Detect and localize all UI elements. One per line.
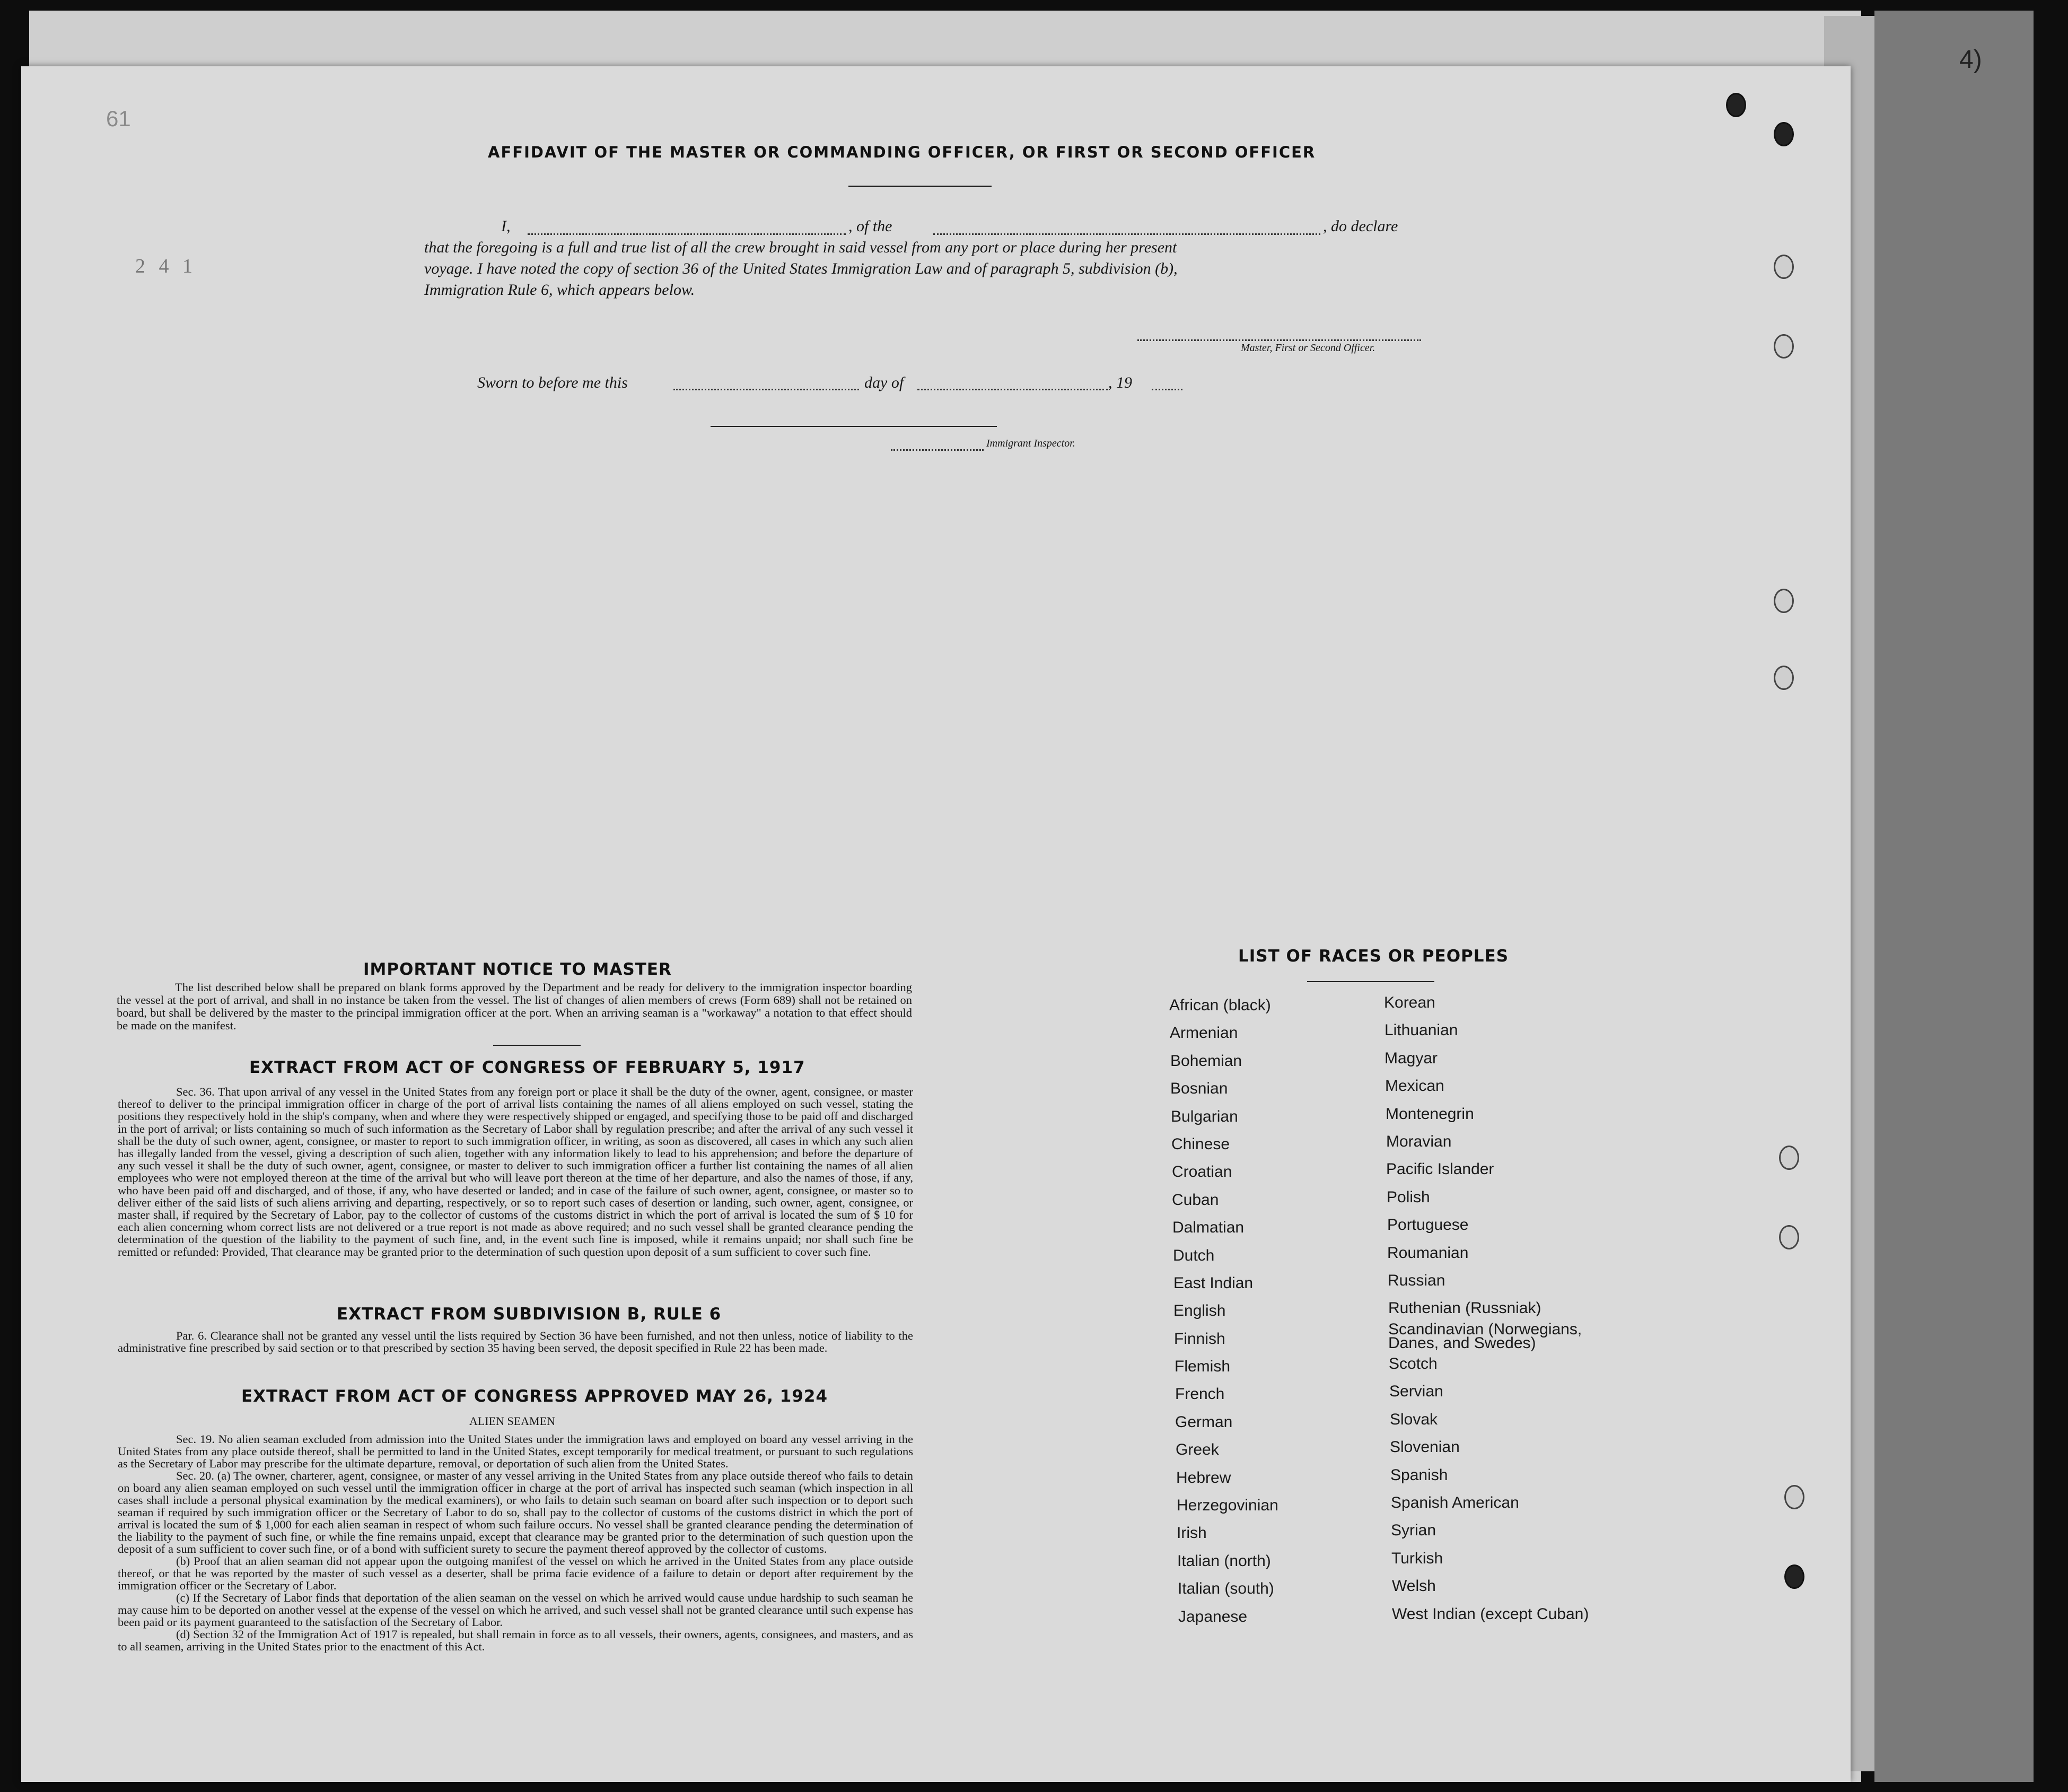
race-item: French [1175, 1385, 1225, 1403]
affidavit-line3: voyage. I have noted the copy of section 36 of the United States Immigration Law and of paragraph 5, subdivision (b), [424, 260, 1178, 277]
page-number: 61 [106, 106, 131, 131]
race-item: Slovak [1390, 1410, 1438, 1428]
punch-hole [1779, 1225, 1799, 1249]
race-item: English [1173, 1302, 1226, 1320]
race-item: African (black) [1169, 996, 1271, 1014]
race-item: Scandinavian (Norwegians, Danes, and Swedes) [1388, 1320, 1582, 1352]
race-item: Slovenian [1390, 1438, 1460, 1456]
punch-hole [1779, 1146, 1799, 1170]
master-signature-line [1137, 339, 1421, 341]
race-item: Dalmatian [1172, 1219, 1245, 1237]
extract-1924-subtitle: ALIEN SEAMEN [469, 1414, 555, 1428]
race-item: Scotch [1389, 1355, 1438, 1373]
affidavit-line4: Immigration Rule 6, which appears below. [424, 281, 695, 299]
side-mark: 2 4 1 [135, 255, 197, 277]
race-item: Korean [1384, 994, 1435, 1011]
race-item: East Indian [1173, 1274, 1254, 1292]
race-item: West Indian (except Cuban) [1392, 1605, 1589, 1623]
race-item: German [1175, 1413, 1233, 1431]
extract-1924-title: EXTRACT FROM ACT OF CONGRESS APPROVED MAY 26, 1924 [241, 1387, 828, 1406]
sworn-month-blank [917, 389, 1108, 390]
race-item: Japanese [1178, 1607, 1248, 1625]
extract-1917-text: Sec. 36. That upon arrival of any vessel in the United States from any foreign port or place it shall be the duty of the owner, agent, consignee, or master thereof to deliver to the principal immigration officer in charge of the port of arrival lists containing the names of all aliens employed on such vessel, stating the positions they respectively hold in the ship's company, when and where they were respectively shipped or engaged, and specifying those to be paid off and discharged in the port of arrival; or lists containing so much of such information as the Secretary of Labor shall by regulation prescribe; and after the arrival of any such vessel it shall be the duty of such owner, agent, consignee, or master to report to such immigration officer, in writing, as soon as discovered, all cases in which any such alien has illegally landed from the vessel, giving a description of such alien, together with any information likely to lead to his apprehension; and before the departure of any such vessel it shall be the duty of such owner, agent, consignee, or master to deliver to such immigration officer a further list containing the names of all alien employees who were not employed thereon at the time of the arrival but who will leave port thereon at the time of her departure, and also the names of those, if any, who have been paid off and discharged, and of those, if any, who have deserted or landed; and in case of the failure of such owner, agent, consignee, or master so to deliver either of the said lists of such aliens arriving and departing, respectively, or so to report such cases of desertion or landing, such owner, agent, consignee, or master shall, if required by the Secretary of Labor, pay to the collector of customs of the customs district in which the port of arrival is located the sum of $ 10 for each alien concerning whom correct lists are not delivered or a true report is not made as above required; and no such vessel shall be granted clearance pending the determination of the question of the liability to the payment of such fine, and, in the event such fine is imposed, while it remains unpaid; nor shall such fine be remitted or refunded: Provided, That clearance may be granted prior to the determination of such question upon deposit of a sum sufficient to cover such fine. [118, 1085, 913, 1258]
race-item: Russian [1388, 1271, 1445, 1289]
race-item: Greek [1176, 1441, 1219, 1459]
races-title: LIST OF RACES OR PEOPLES [1238, 947, 1509, 966]
race-item: Irish [1177, 1524, 1207, 1542]
sec-20a-text: Sec. 20. (a) The owner, charterer, agent, consignee, or master of any vessel arriving in the United States from any place outside thereof who fails to detain on board any alien seaman employed on such vessel until the immigration officer in charge at the port of arrival has inspected such seaman (which inspection in all cases shall include a personal physical examination by the medical examiners), or who fails to detain such seaman on board after such inspection or to deport such seaman if required by such immigration officer or the Secretary of Labor to do so, shall pay to the collector of customs of the customs district in which the port of arrival is located the sum of $ 1,000 for each alien seaman in respect of whom such failure occurs. No vessel shall be granted clearance pending the determination of the liability to the payment of such fine, or while the fine remains unpaid, except that clearance may be granted prior to the determination of such question upon the deposit of a sum sufficient to cover such fine, or of a bond with sufficient surety to secure the payment thereof approved by the collector of customs. [118, 1469, 913, 1555]
punch-hole [1726, 93, 1746, 117]
inspector-signature-line [711, 426, 997, 427]
punch-hole [1774, 334, 1794, 359]
punch-hole [1774, 589, 1794, 613]
race-item: Welsh [1392, 1577, 1436, 1595]
race-item: Chinese [1171, 1135, 1230, 1153]
year-text: , 19 [1108, 374, 1132, 391]
sworn-text: Sworn to before me this [477, 374, 628, 391]
race-item: Polish [1387, 1188, 1430, 1206]
race-item: Ruthenian (Russniak) [1388, 1299, 1541, 1317]
race-item: Bosnian [1170, 1080, 1228, 1098]
notice-text: The list described below shall be prepared on blank forms approved by the Department and be ready for delivery to the immigration inspector boarding the vessel at the port of arrival, and shall in no instance be taken from the vessel. The list of changes of alien members of crews (Form 689) shall not be retained on board, but shall be delivered by the master to the principal immigration officer at the port. When an arriving seaman is a "workaway" a notation to that effect should be made on the manifest. [117, 981, 912, 1032]
punch-hole [1774, 255, 1794, 279]
punch-hole [1774, 122, 1794, 146]
race-item: Mexican [1385, 1077, 1444, 1095]
race-item: Lithuanian [1384, 1021, 1458, 1039]
race-item: Italian (north) [1177, 1552, 1271, 1570]
race-item: Finnish [1174, 1330, 1225, 1348]
races-right-column [1384, 989, 1649, 1628]
year-blank [1152, 389, 1182, 390]
race-item: Portuguese [1387, 1216, 1469, 1234]
title-rule [848, 186, 992, 187]
race-item: Armenian [1170, 1024, 1238, 1042]
race-item: Flemish [1175, 1358, 1231, 1376]
name-blank [528, 233, 846, 235]
day-of-text: day of [864, 374, 904, 391]
race-item: Montenegrin [1386, 1105, 1474, 1123]
sec-19-text: Sec. 19. No alien seaman excluded from admission into the United States under the immigration laws and employed on board any vessel arriving in the United States from any place outside thereof, shall be permitted to land in the United States, except temporarily for medical treatment, or pursuant to such regulations as the Secretary of Labor may prescribe for the ultimate departure, removal, or deportation of such alien from the United States. [118, 1432, 913, 1470]
race-item: Bohemian [1170, 1052, 1242, 1070]
race-item: Spanish American [1391, 1494, 1519, 1512]
race-item: Servian [1389, 1383, 1443, 1401]
race-item: Cuban [1172, 1191, 1219, 1209]
vessel-blank [933, 233, 1320, 235]
affidavit-line2: that the foregoing is a full and true list of all the crew brought in said vessel from any port or place during her present [424, 239, 1177, 256]
race-item: Moravian [1386, 1132, 1452, 1150]
race-item: Syrian [1391, 1522, 1436, 1540]
sec-20c-text: (c) If the Secretary of Labor finds that deportation of the alien seaman on the vessel on which he arrived would cause undue hardship to such seaman he may cause him to be deported on another vessel at the expense of the vessel on which he arrived, and such vessel shall not be granted clearance until such expense has been paid or its payment guaranteed to the satisfaction of the Secretary of Labor. [118, 1591, 913, 1629]
race-item: Croatian [1172, 1163, 1232, 1181]
notice-title: IMPORTANT NOTICE TO MASTER [363, 960, 672, 979]
race-item: Pacific Islander [1386, 1160, 1494, 1178]
punch-hole [1784, 1564, 1804, 1589]
races-left-column [1169, 992, 1392, 1631]
binder-edge [1874, 11, 2034, 1782]
punch-hole [1784, 1485, 1804, 1509]
declare-text: , do declare [1323, 217, 1398, 235]
inspector-caption: Immigrant Inspector. [986, 438, 1075, 449]
sec-20d-text: (d) Section 32 of the Immigration Act of 1917 is repealed, but shall remain in force as to all vessels, their owners, agents, consignees, and masters, and as to all seamen, arriving in the United States prior to the enactment of this Act. [118, 1628, 913, 1653]
extract-rule6-title: EXTRACT FROM SUBDIVISION B, RULE 6 [337, 1305, 722, 1324]
affidavit-line1 [424, 217, 1453, 239]
of-the-text: , of the [848, 217, 892, 235]
extract-1917-title: EXTRACT FROM ACT OF CONGRESS OF FEBRUARY 5, 1917 [249, 1058, 805, 1077]
race-item: Herzegovinian [1177, 1497, 1278, 1515]
form-page [21, 66, 1851, 1782]
affidavit-title: AFFIDAVIT OF THE MASTER OR COMMANDING OFFICER, OR FIRST OR SECOND OFFICER [488, 143, 1316, 161]
race-item: Italian (south) [1178, 1580, 1274, 1598]
notice-rule [493, 1045, 581, 1046]
races-rule [1307, 981, 1434, 982]
extract-1924-body [118, 1433, 913, 1653]
race-item: Spanish [1390, 1466, 1448, 1484]
master-signature-caption: Master, First or Second Officer. [1241, 342, 1375, 354]
race-item: Magyar [1384, 1049, 1438, 1067]
race-item: Roumanian [1387, 1244, 1469, 1262]
top-right-mark: 4) [1959, 46, 1982, 74]
race-item: Hebrew [1176, 1468, 1231, 1487]
sworn-day-blank [673, 389, 859, 390]
extract-rule6-text: Par. 6. Clearance shall not be granted any vessel until the lists required by Section 36 have been furnished, and not then unless, notice of liability to the administrative fine prescribed by said section or to that prescribed by section 35 having been served, the deposit specified in Rule 22 has been made. [118, 1329, 913, 1355]
pronoun-i: I, [501, 217, 511, 235]
race-item: Dutch [1173, 1246, 1215, 1264]
inspector-dotted-line [891, 449, 984, 451]
sworn-line [477, 374, 1220, 395]
punch-hole [1774, 666, 1794, 690]
race-item: Turkish [1391, 1549, 1443, 1567]
race-item: Bulgarian [1171, 1107, 1238, 1125]
sec-20b-text: (b) Proof that an alien seaman did not appear upon the outgoing manifest of the vessel on which he arrived in the United States from any place outside thereof, or that he was reported by the master of such vessel as a deserter, shall be prima facie evidence of a failure to detain or deport after requirement by the immigration officer or the Secretary of Labor. [118, 1554, 913, 1592]
